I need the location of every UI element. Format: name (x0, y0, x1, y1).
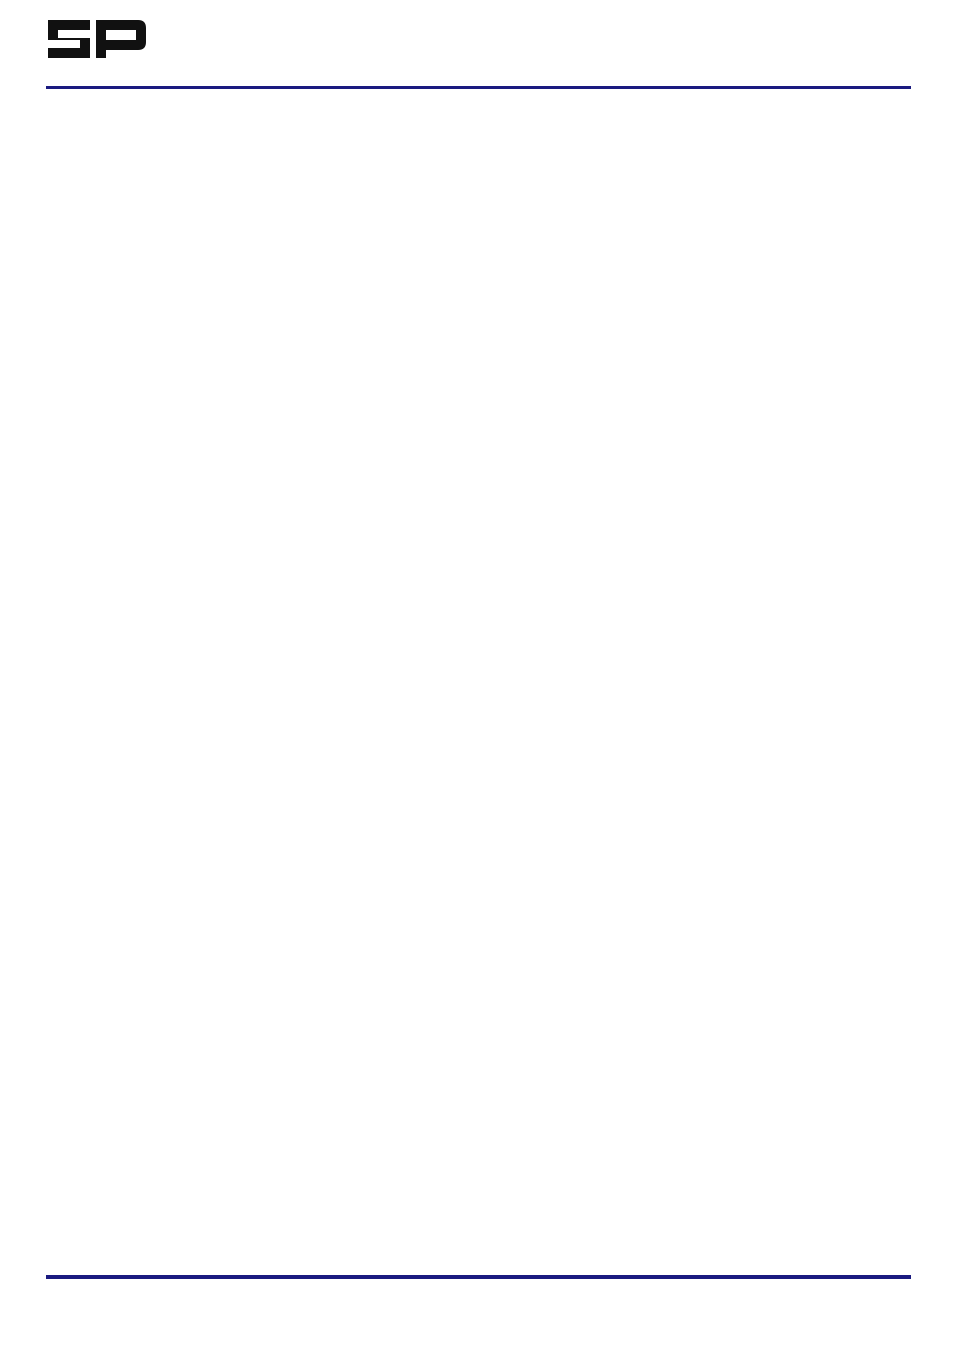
footer-rule (46, 1275, 911, 1279)
